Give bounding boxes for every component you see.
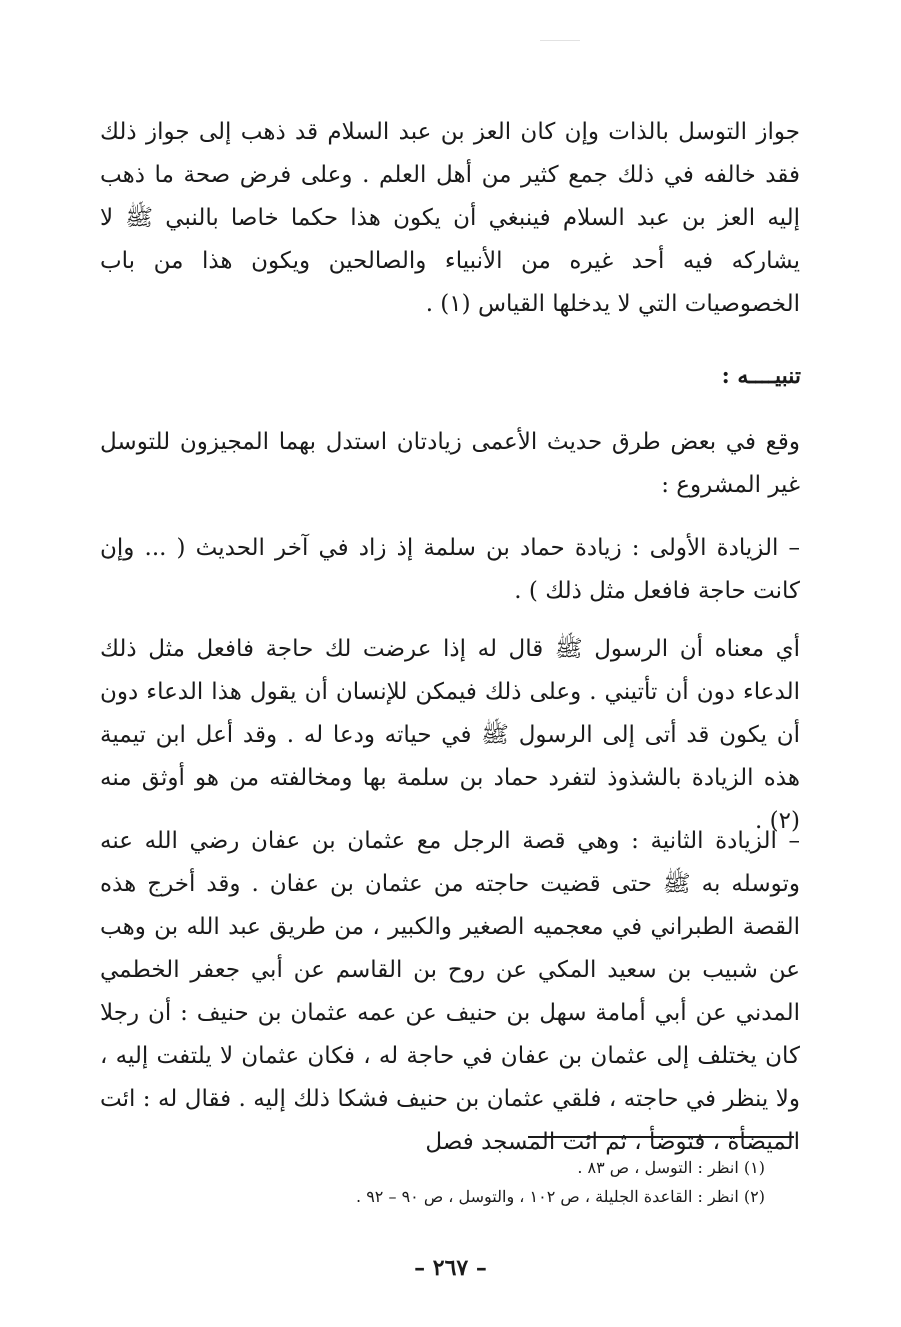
footnote-1: (١) انظر : التوسل ، ص ٨٣ . [577, 1158, 765, 1177]
paragraph-text: جواز التوسل بالذات وإن كان العز بن عبد السلام قد ذهب إلى جواز ذلك فقد خالفه في ذلك جمع كثير من أهل العلم . وعلى فرض صحة ما ذهب إليه العز بن عبد السلام فينبغي أن يكون هذا حكما خاصا بالنبي ﷺ لا يشاركه فيه أحد غيره من الأنبياء والصالحين ويكون هذا من باب الخصوصيات التي لا يدخلها القياس (١) . [100, 119, 800, 317]
paragraph-text: أي معناه أن الرسول ﷺ قال له إذا عرضت لك حاجة فافعل مثل ذلك الدعاء دون أن تأتيني . وعلى ذلك فيمكن للإنسان أن يقول هذا الدعاء دون أن يكون قد أتى إلى الرسول ﷺ في حياته ودعا له . وقد أعل ابن تيمية هذه الزيادة بالشذوذ لتفرد حماد بن سلمة بها ومخالفته من هو أوثق منه (٢) . [100, 636, 800, 834]
footnote-separator [528, 1136, 794, 1138]
paragraph-2 [100, 421, 800, 507]
page-number: – ٢٦٧ – [414, 1255, 487, 1281]
paragraph-text: وقع في بعض طرق حديث الأعمى زيادتان استدل بهما المجيزون للتوسل غير المشروع : [100, 429, 800, 498]
footnote-2: (٢) انظر : القاعدة الجليلة ، ص ١٠٢ ، والتوسل ، ص ٩٠ – ٩٢ . [356, 1187, 765, 1206]
paragraph-text: – الزيادة الثانية : وهي قصة الرجل مع عثمان بن عفان رضي الله عنه وتوسله به ﷺ حتى قضيت حاجته من عثمان بن عفان . وقد أخرج هذه القصة الطبراني في معجميه الصغير والكبير ، من طريق عبد الله بن وهب عن شبيب بن سعيد المكي عن روح بن القاسم عن أبي جعفر الخطمي المدني عن أبي أمامة سهل بن حنيف عن عمه عثمان بن حنيف : أن رجلا كان يختلف إلى عثمان بن عفان في حاجة له ، فكان عثمان لا يلتفت إليه ، ولا ينظر في حاجته ، فلقي عثمان بن حنيف فشكا ذلك إليه . فقال له : ائت الميضأة ، فتوضأ ، ثم ائت المسجد فصل [100, 828, 800, 1155]
footnotes [265, 1153, 765, 1211]
paragraph-3 [100, 527, 800, 613]
paragraph-text: – الزيادة الأولى : زيادة حماد بن سلمة إذ زاد في آخر الحديث ( ... وإن كانت حاجة فافعل مثل ذلك ) . [100, 535, 800, 604]
section-heading: تنبيــــه : [721, 363, 801, 389]
scan-mark [540, 40, 580, 41]
paragraph-4 [100, 628, 800, 843]
paragraph-1 [100, 111, 800, 326]
paragraph-5 [100, 820, 800, 1164]
